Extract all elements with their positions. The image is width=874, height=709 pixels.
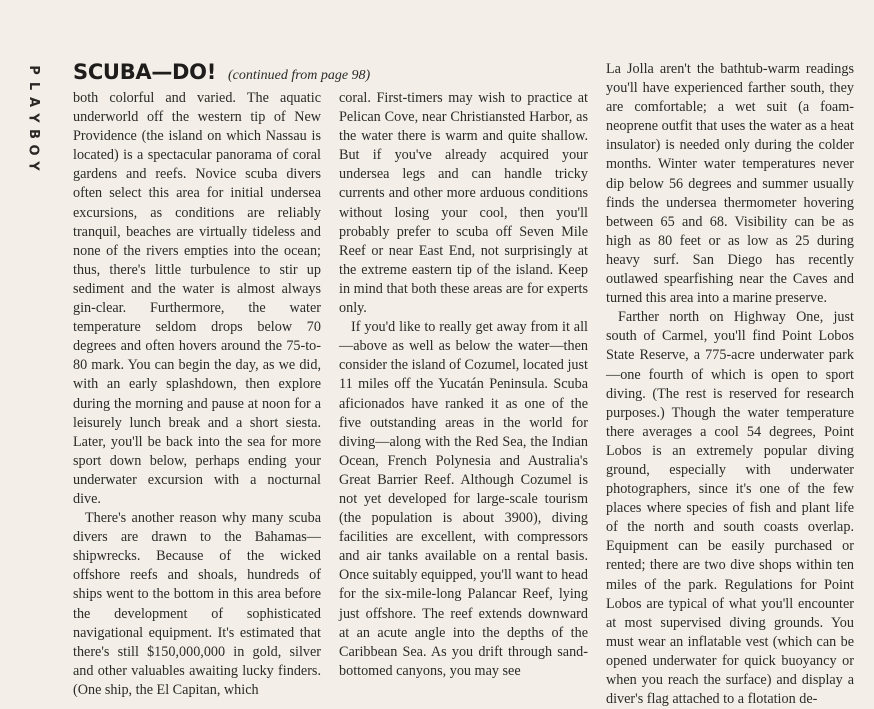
- paragraph: La Jolla aren't the bathtub-warm readings you'll have experienced farther south, they are comfortable; a wet suit (a foam-neoprene outfit that uses the water as a heat insulator) is needed only during the colder months. Winter water temperatures never dip below 56 degrees and summer usually finds the undersea thermometer hovering between 65 and 68. Visibility can be as high as 80 feet or as low as 25 during heavy surf. San Diego has recently outlawed spearfishing near the Caves and turned this area into a marine preserve.: [606, 61, 854, 307]
- text-column-2: [339, 89, 588, 681]
- masthead-letter: Y: [25, 161, 41, 171]
- masthead-letter: B: [25, 129, 41, 139]
- paragraph: coral. First-timers may wish to practice at Pelican Cove, near Christiansted Harbor, as the water there is warm and quite shallow. But if you've already acquired your undersea legs and can handle tricky currents and other more arduous conditions without losing your cool, then you'll probably prefer to scuba off Seven Mile Reef or near East End, not surprisingly at the extreme eastern tip of the island. Keep in mind that both these areas are for experts only.: [339, 90, 588, 317]
- masthead-letter: A: [26, 96, 41, 108]
- text-column-1: [73, 89, 321, 700]
- paragraph: both colorful and varied. The aquatic underworld off the western tip of New Providence (the island on which Nassau is located) is a spectacular panorama of coral gardens and reefs. Novice scuba divers often select this area for initial undersea excursions, as conditions are reliably tranquil, beaches are virtually tideless and none of the rivers empties into the ocean; thus, there's little turbulence to stir up sediment and the water is almost always gin-clear. Furthermore, the water temperature seldom drops below 70 degrees and often hovers around the 75-to-80 mark. You can begin the day, as we did, with an early splashdown, then explore during the morning and pause at noon for a leisurely lunch break and a short siesta. Later, you'll be back into the sea for more sport down below, perhaps ending your underwater excursion with a nocturnal dive.: [73, 90, 321, 507]
- continued-note: (continued from page 98): [228, 68, 371, 83]
- masthead-letter: O: [26, 144, 41, 156]
- text-column-3: [606, 60, 854, 709]
- article-title: SCUBA—DO!: [73, 60, 217, 84]
- paragraph: If you'd like to really get away from it all—above as well as below the water—then consider the island of Cozumel, located just 11 miles off the Yucatán Peninsula. Scuba aficionados have ranked it as one of the five outstanding areas in the world for diving—along with the Red Sea, the Indian Ocean, French Polynesia and Australia's Great Barrier Reef. Although Cozumel is not yet developed for large-scale tourism (the population is about 3900), diving facilities are excellent, with compressors and air tanks available on a rental basis. Once suitably equipped, you'll want to head for the six-mile-long Palancar Reef, lying just offshore. The reef extends downward at an acute angle into the depths of the Caribbean Sea. As you drift through sand-bottomed canyons, you may see: [339, 319, 588, 679]
- paragraph: Farther north on Highway One, just south of Carmel, you'll find Point Lobos State Reserve, a 775-acre underwater park—one fourth of which is open to sport diving. (The rest is reserved for research purposes.) Though the water temperature there averages a cool 54 degrees, Point Lobos is an extremely popular diving ground, especially with underwater photographers, since it's one of the few places where species of fish and plant life of the north and south coasts overlap. Equipment can be easily purchased or rented; there are two dive shops within ten miles of the park. Regulations for Point Lobos are typical of what you'll encounter at most supervised diving grounds. You must wear an inflatable vest (which can be opened underwater for quick buoyancy or when you reach the surface) and display a diver's flag attached to a flotation de-: [606, 309, 854, 708]
- paragraph: There's another reason why many scuba divers are drawn to the Bahamas—shipwrecks. Because of the wicked offshore reefs and shoals, hundreds of ships went to the bottom in this area before the development of sophisticated navigational equipment. It's estimated that there's still $150,000,000 in gold, silver and other valuables awaiting lucky finders. (One ship, the El Capitan, which: [73, 510, 321, 698]
- masthead-letter: Y: [25, 113, 41, 123]
- article-heading: [73, 60, 370, 84]
- masthead-letter: P: [26, 65, 41, 75]
- playboy-masthead: [22, 62, 44, 174]
- masthead-letter: L: [25, 81, 41, 91]
